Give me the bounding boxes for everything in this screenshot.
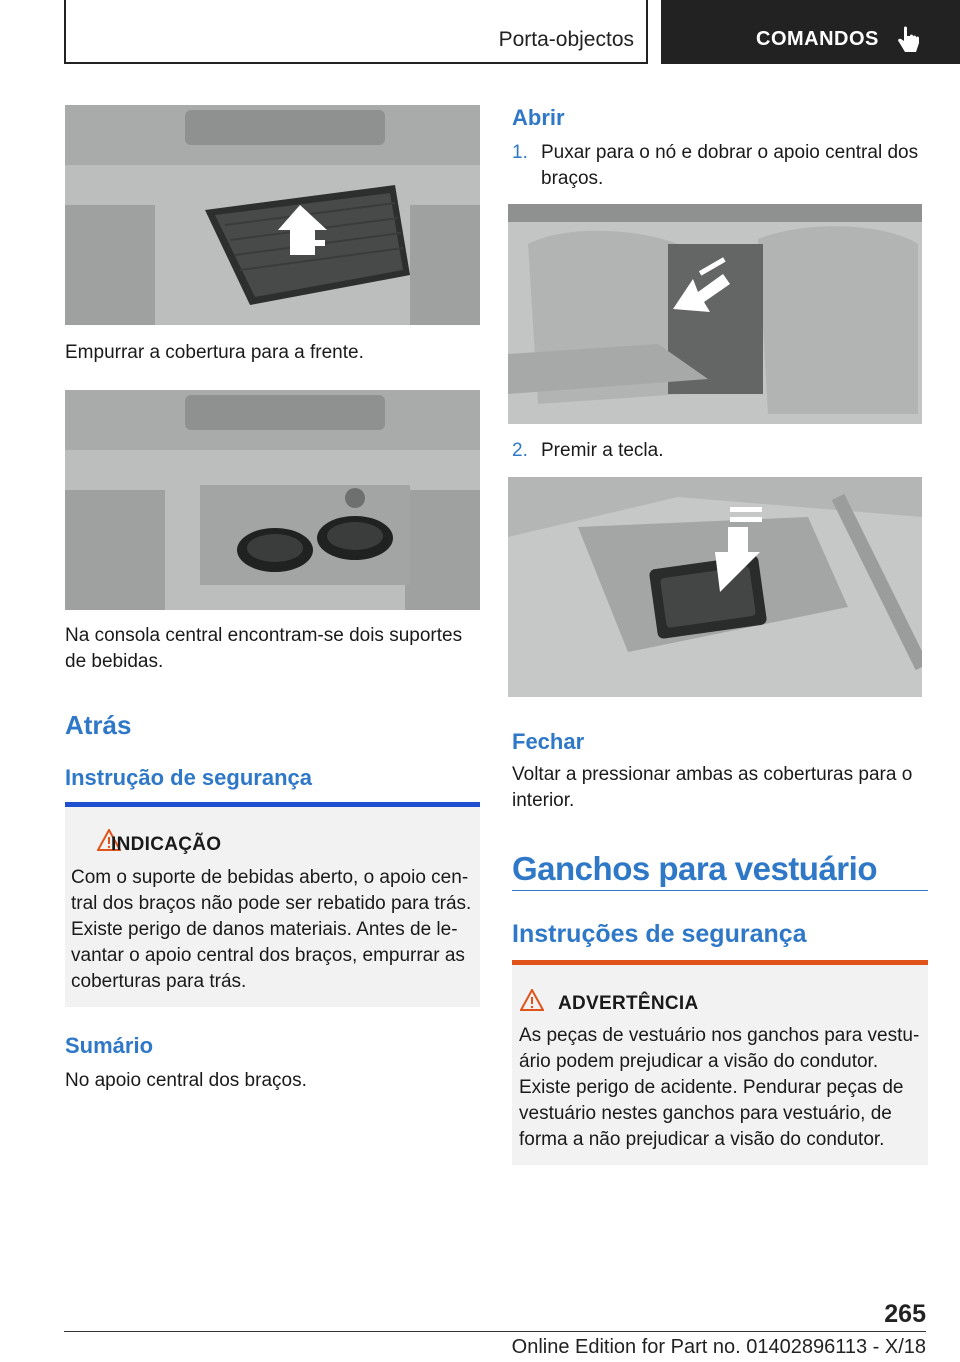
heading-atras: Atrás [65,710,132,740]
step-1-text: Puxar para o nó e dobrar o apoio central dos braços. [541,142,919,189]
caption-cupholders: Na consola central encontram-se dois suportes de bebidas. [65,625,463,672]
warning-title: ADVERTÊNCIA [558,993,699,1014]
warning-text: As peças de vestuário nos ganchos para vestu‐ ário podem prejudicar a visão do condutor. Existe perigo de acidente. Pendurar peças de vestuário nestes ganchos para vestuário, de forma a não prejudicar a visão do condutor. [519,1025,920,1150]
step-2-text: Premir a tecla. [541,440,664,461]
close-text: Voltar a pressionar ambas as coberturas para o interior. [512,764,913,811]
title-clothes-hooks: Ganchos para vestuário [512,850,877,887]
section-title: Porta-objectos [498,28,634,51]
page-number: 265 [884,1300,926,1328]
heading-safety-instructions: Instruções de segurança [512,920,807,948]
step-1 [512,140,932,192]
chapter-title: COMANDOS [756,28,879,50]
figure-armrest-button [508,477,922,697]
summary-text: No apoio central dos braços. [65,1070,307,1091]
note-title: INDICAÇÃO [111,834,222,855]
heading-safety-instruction: Instrução de segurança [65,765,312,790]
warning-box [512,960,928,1165]
figure-console-cover [65,105,480,325]
heading-summary: Sumário [65,1033,154,1058]
note-box [65,802,480,1007]
figure-rear-armrest [508,204,922,424]
footer-edition: Online Edition for Part no. 01402896113 - X/18 [511,1336,926,1358]
figure-cupholders [65,390,480,610]
heading-open: Abrir [512,105,565,130]
note-text: Com o suporte de bebidas aberto, o apoio cen‐ tral dos braços não pode ser rebatido para trás. Existe perigo de danos materiais. Antes de le‐ vantar o apoio central dos braços, empurrar as coberturas para trás. [71,867,472,992]
hand-pointer-icon [896,26,922,56]
warning-triangle-icon [520,989,544,1011]
title-rule [512,890,928,891]
caption-cover: Empurrar a cobertura para a frente. [65,342,364,363]
step-1-number: 1. [512,142,528,163]
footer-rule [64,1331,926,1332]
step-2-number: 2. [512,440,528,461]
header-section-tab [64,0,648,64]
heading-close: Fechar [512,729,585,754]
step-2 [512,438,932,464]
